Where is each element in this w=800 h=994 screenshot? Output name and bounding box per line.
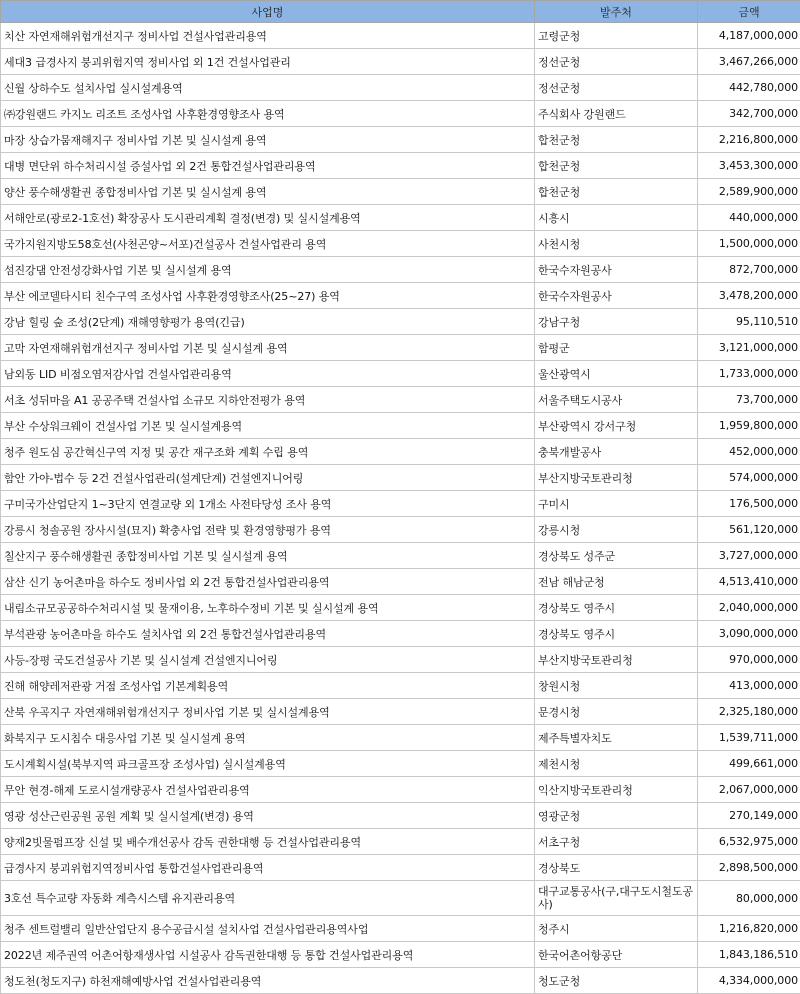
client-cell: 한국수자원공사 [535,257,698,283]
client-cell: 제주특별자치도 [535,725,698,751]
table-row [1,968,800,994]
project-name-cell: 2022년 제주권역 어촌어항재생사업 시설공사 감독권한대행 등 통합 건설사업관리용역 [1,942,535,968]
table-row [1,699,800,725]
client-cell: 전남 해남군청 [535,569,698,595]
project-name-cell: 남외동 LID 비점오염저감사업 건설사업관리용역 [1,361,535,387]
client-cell: 부산지방국토관리청 [535,465,698,491]
project-name-cell: 섬진강댐 안전성강화사업 기본 및 실시설계 용역 [1,257,535,283]
table-row [1,517,800,543]
amount-cell: 452,000,000 [698,439,800,465]
client-cell: 청도군청 [535,968,698,994]
client-cell: 제천시청 [535,751,698,777]
amount-cell: 3,467,266,000 [698,49,800,75]
header-amount: 금액 [698,1,800,23]
project-name-cell: 사등-장평 국도건설공사 기본 및 실시설계 건설엔지니어링 [1,647,535,673]
amount-cell: 2,589,900,000 [698,179,800,205]
project-name-cell: 3호선 특수교량 자동화 계측시스템 유지관리용역 [1,881,535,916]
table-row [1,49,800,75]
client-cell: 충북개발공사 [535,439,698,465]
table-row [1,283,800,309]
project-name-cell: 화북지구 도시침수 대응사업 기본 및 실시설계 용역 [1,725,535,751]
project-name-cell: 치산 자연재해위험개선지구 정비사업 건설사업관리용역 [1,23,535,49]
client-cell: 영광군청 [535,803,698,829]
table-row [1,595,800,621]
amount-cell: 73,700,000 [698,387,800,413]
client-cell: 구미시 [535,491,698,517]
table-row [1,231,800,257]
project-name-cell: 청주 센트럴밸리 일반산업단지 용수공급시설 설치사업 건설사업관리용역사업 [1,916,535,942]
table-row [1,153,800,179]
amount-cell: 80,000,000 [698,881,800,916]
client-cell: 경상북도 영주시 [535,621,698,647]
table-row [1,127,800,153]
amount-cell: 442,780,000 [698,75,800,101]
table-row [1,543,800,569]
project-name-cell: 부석관광 농어촌마을 하수도 설치사업 외 2건 통합건설사업관리용역 [1,621,535,647]
table-row [1,23,800,49]
client-cell: 청주시 [535,916,698,942]
client-cell: 정선군청 [535,49,698,75]
client-cell: 서울주택도시공사 [535,387,698,413]
project-name-cell: 무안 현경-해제 도로시설개량공사 건설사업관리용역 [1,777,535,803]
project-name-cell: 진해 해양레저관광 거점 조성사업 기본계획용역 [1,673,535,699]
header-client: 발주처 [535,1,698,23]
amount-cell: 1,500,000,000 [698,231,800,257]
table-row [1,75,800,101]
project-name-cell: 부산 수상워크웨이 건설사업 기본 및 실시설계용역 [1,413,535,439]
table-row [1,725,800,751]
table-row [1,257,800,283]
project-name-cell: 국가지원지방도58호선(사천곤양~서포)건설공사 건설사업관리 용역 [1,231,535,257]
client-cell: 정선군청 [535,75,698,101]
client-cell: 한국수자원공사 [535,283,698,309]
amount-cell: 2,040,000,000 [698,595,800,621]
client-cell: 함평군 [535,335,698,361]
project-name-cell: 구미국가산업단지 1~3단지 연결교량 외 1개소 사전타당성 조사 용역 [1,491,535,517]
amount-cell: 4,513,410,000 [698,569,800,595]
table-row [1,803,800,829]
amount-cell: 574,000,000 [698,465,800,491]
table-row [1,777,800,803]
table-row [1,413,800,439]
amount-cell: 1,959,800,000 [698,413,800,439]
amount-cell: 95,110,510 [698,309,800,335]
project-name-cell: 고막 자연재해위험개선지구 정비사업 기본 및 실시설계 용역 [1,335,535,361]
project-name-cell: 청도천(청도지구) 하천재해예방사업 건설사업관리용역 [1,968,535,994]
table-row [1,387,800,413]
client-cell: 경상북도 [535,855,698,881]
table-row [1,205,800,231]
client-cell: 한국어촌어항공단 [535,942,698,968]
amount-cell: 342,700,000 [698,101,800,127]
table-row [1,361,800,387]
project-name-cell: 신월 상하수도 설치사업 실시설계용역 [1,75,535,101]
amount-cell: 4,334,000,000 [698,968,800,994]
table-row [1,179,800,205]
project-name-cell: 삼산 신기 농어촌마을 하수도 정비사업 외 2건 통합건설사업관리용역 [1,569,535,595]
client-cell: 대구교통공사(구,대구도시철도공사) [535,881,698,916]
project-name-cell: 칠산지구 풍수해생활권 종합정비사업 기본 및 실시설계 용역 [1,543,535,569]
amount-cell: 561,120,000 [698,517,800,543]
amount-cell: 2,216,800,000 [698,127,800,153]
table-row [1,465,800,491]
project-name-cell: 부산 에코델타시티 친수구역 조성사업 사후환경영향조사(25~27) 용역 [1,283,535,309]
client-cell: 합천군청 [535,179,698,205]
table-row [1,335,800,361]
amount-cell: 3,453,300,000 [698,153,800,179]
project-name-cell: 양산 풍수해생활권 종합정비사업 기본 및 실시설계 용역 [1,179,535,205]
amount-cell: 270,149,000 [698,803,800,829]
table-row [1,491,800,517]
client-cell: 사천시청 [535,231,698,257]
client-cell: 합천군청 [535,153,698,179]
client-cell: 주식회사 강원랜드 [535,101,698,127]
client-cell: 경상북도 영주시 [535,595,698,621]
table-row [1,673,800,699]
table-row [1,309,800,335]
client-cell: 고령군청 [535,23,698,49]
amount-cell: 413,000,000 [698,673,800,699]
project-name-cell: 강남 힐링 숲 조성(2단계) 재해영향평가 용역(긴급) [1,309,535,335]
amount-cell: 2,325,180,000 [698,699,800,725]
amount-cell: 499,661,000 [698,751,800,777]
amount-cell: 1,539,711,000 [698,725,800,751]
client-cell: 시흥시 [535,205,698,231]
table-row [1,881,800,916]
project-name-cell: 강릉시 청솔공원 장사시설(묘지) 확충사업 전략 및 환경영향평가 용역 [1,517,535,543]
table-row [1,916,800,942]
client-cell: 강릉시청 [535,517,698,543]
project-name-cell: 함안 가야-법수 등 2건 건설사업관리(설계단계) 건설엔지니어링 [1,465,535,491]
amount-cell: 1,733,000,000 [698,361,800,387]
project-name-cell: 서초 성뒤마을 A1 공공주택 건설사업 소규모 지하안전평가 용역 [1,387,535,413]
project-name-cell: 영광 성산근린공원 공원 계획 및 실시설계(변경) 용역 [1,803,535,829]
project-name-cell: 세대3 급경사지 붕괴위험지역 정비사업 외 1건 건설사업관리 [1,49,535,75]
project-name-cell: 서해안로(광로2-1호선) 확장공사 도시관리계획 결정(변경) 및 실시설계용역 [1,205,535,231]
amount-cell: 1,843,186,510 [698,942,800,968]
amount-cell: 176,500,000 [698,491,800,517]
table-row [1,829,800,855]
table-row [1,647,800,673]
table-row [1,569,800,595]
amount-cell: 3,121,000,000 [698,335,800,361]
project-name-cell: 산북 우곡지구 자연재해위험개선지구 정비사업 기본 및 실시설계용역 [1,699,535,725]
amount-cell: 1,216,820,000 [698,916,800,942]
project-name-cell: 마장 상습가뭄재해지구 정비사업 기본 및 실시설계 용역 [1,127,535,153]
table-row [1,942,800,968]
amount-cell: 2,067,000,000 [698,777,800,803]
amount-cell: 2,898,500,000 [698,855,800,881]
amount-cell: 440,000,000 [698,205,800,231]
table-body [1,23,800,994]
header-project-name: 사업명 [1,1,535,23]
amount-cell: 6,532,975,000 [698,829,800,855]
client-cell: 창원시청 [535,673,698,699]
project-name-cell: 도시계획시설(북부지역 파크골프장 조성사업) 실시설계용역 [1,751,535,777]
amount-cell: 3,090,000,000 [698,621,800,647]
project-name-cell: 청주 원도심 공간혁신구역 지정 및 공간 재구조화 계획 수립 용역 [1,439,535,465]
client-cell: 부산광역시 강서구청 [535,413,698,439]
project-name-cell: 내림소규모공공하수처리시설 및 물재이용, 노후하수정비 기본 및 실시설계 용역 [1,595,535,621]
project-name-cell: 급경사지 붕괴위험지역정비사업 통합건설사업관리용역 [1,855,535,881]
header-row [1,1,800,23]
client-cell: 경상북도 성주군 [535,543,698,569]
amount-cell: 872,700,000 [698,257,800,283]
project-name-cell: ㈜강원랜드 카지노 리조트 조성사업 사후환경영향조사 용역 [1,101,535,127]
client-cell: 부산지방국토관리청 [535,647,698,673]
table-row [1,439,800,465]
table-row [1,751,800,777]
amount-cell: 3,727,000,000 [698,543,800,569]
amount-cell: 4,187,000,000 [698,23,800,49]
client-cell: 강남구청 [535,309,698,335]
client-cell: 문경시청 [535,699,698,725]
amount-cell: 970,000,000 [698,647,800,673]
client-cell: 익산지방국토관리청 [535,777,698,803]
client-cell: 합천군청 [535,127,698,153]
amount-cell: 3,478,200,000 [698,283,800,309]
table-row [1,621,800,647]
project-name-cell: 양재2빗물펌프장 신설 및 배수개선공사 감독 권한대행 등 건설사업관리용역 [1,829,535,855]
project-name-cell: 대병 면단위 하수처리시설 증설사업 외 2건 통합건설사업관리용역 [1,153,535,179]
table-row [1,855,800,881]
client-cell: 서초구청 [535,829,698,855]
table-row [1,101,800,127]
client-cell: 울산광역시 [535,361,698,387]
